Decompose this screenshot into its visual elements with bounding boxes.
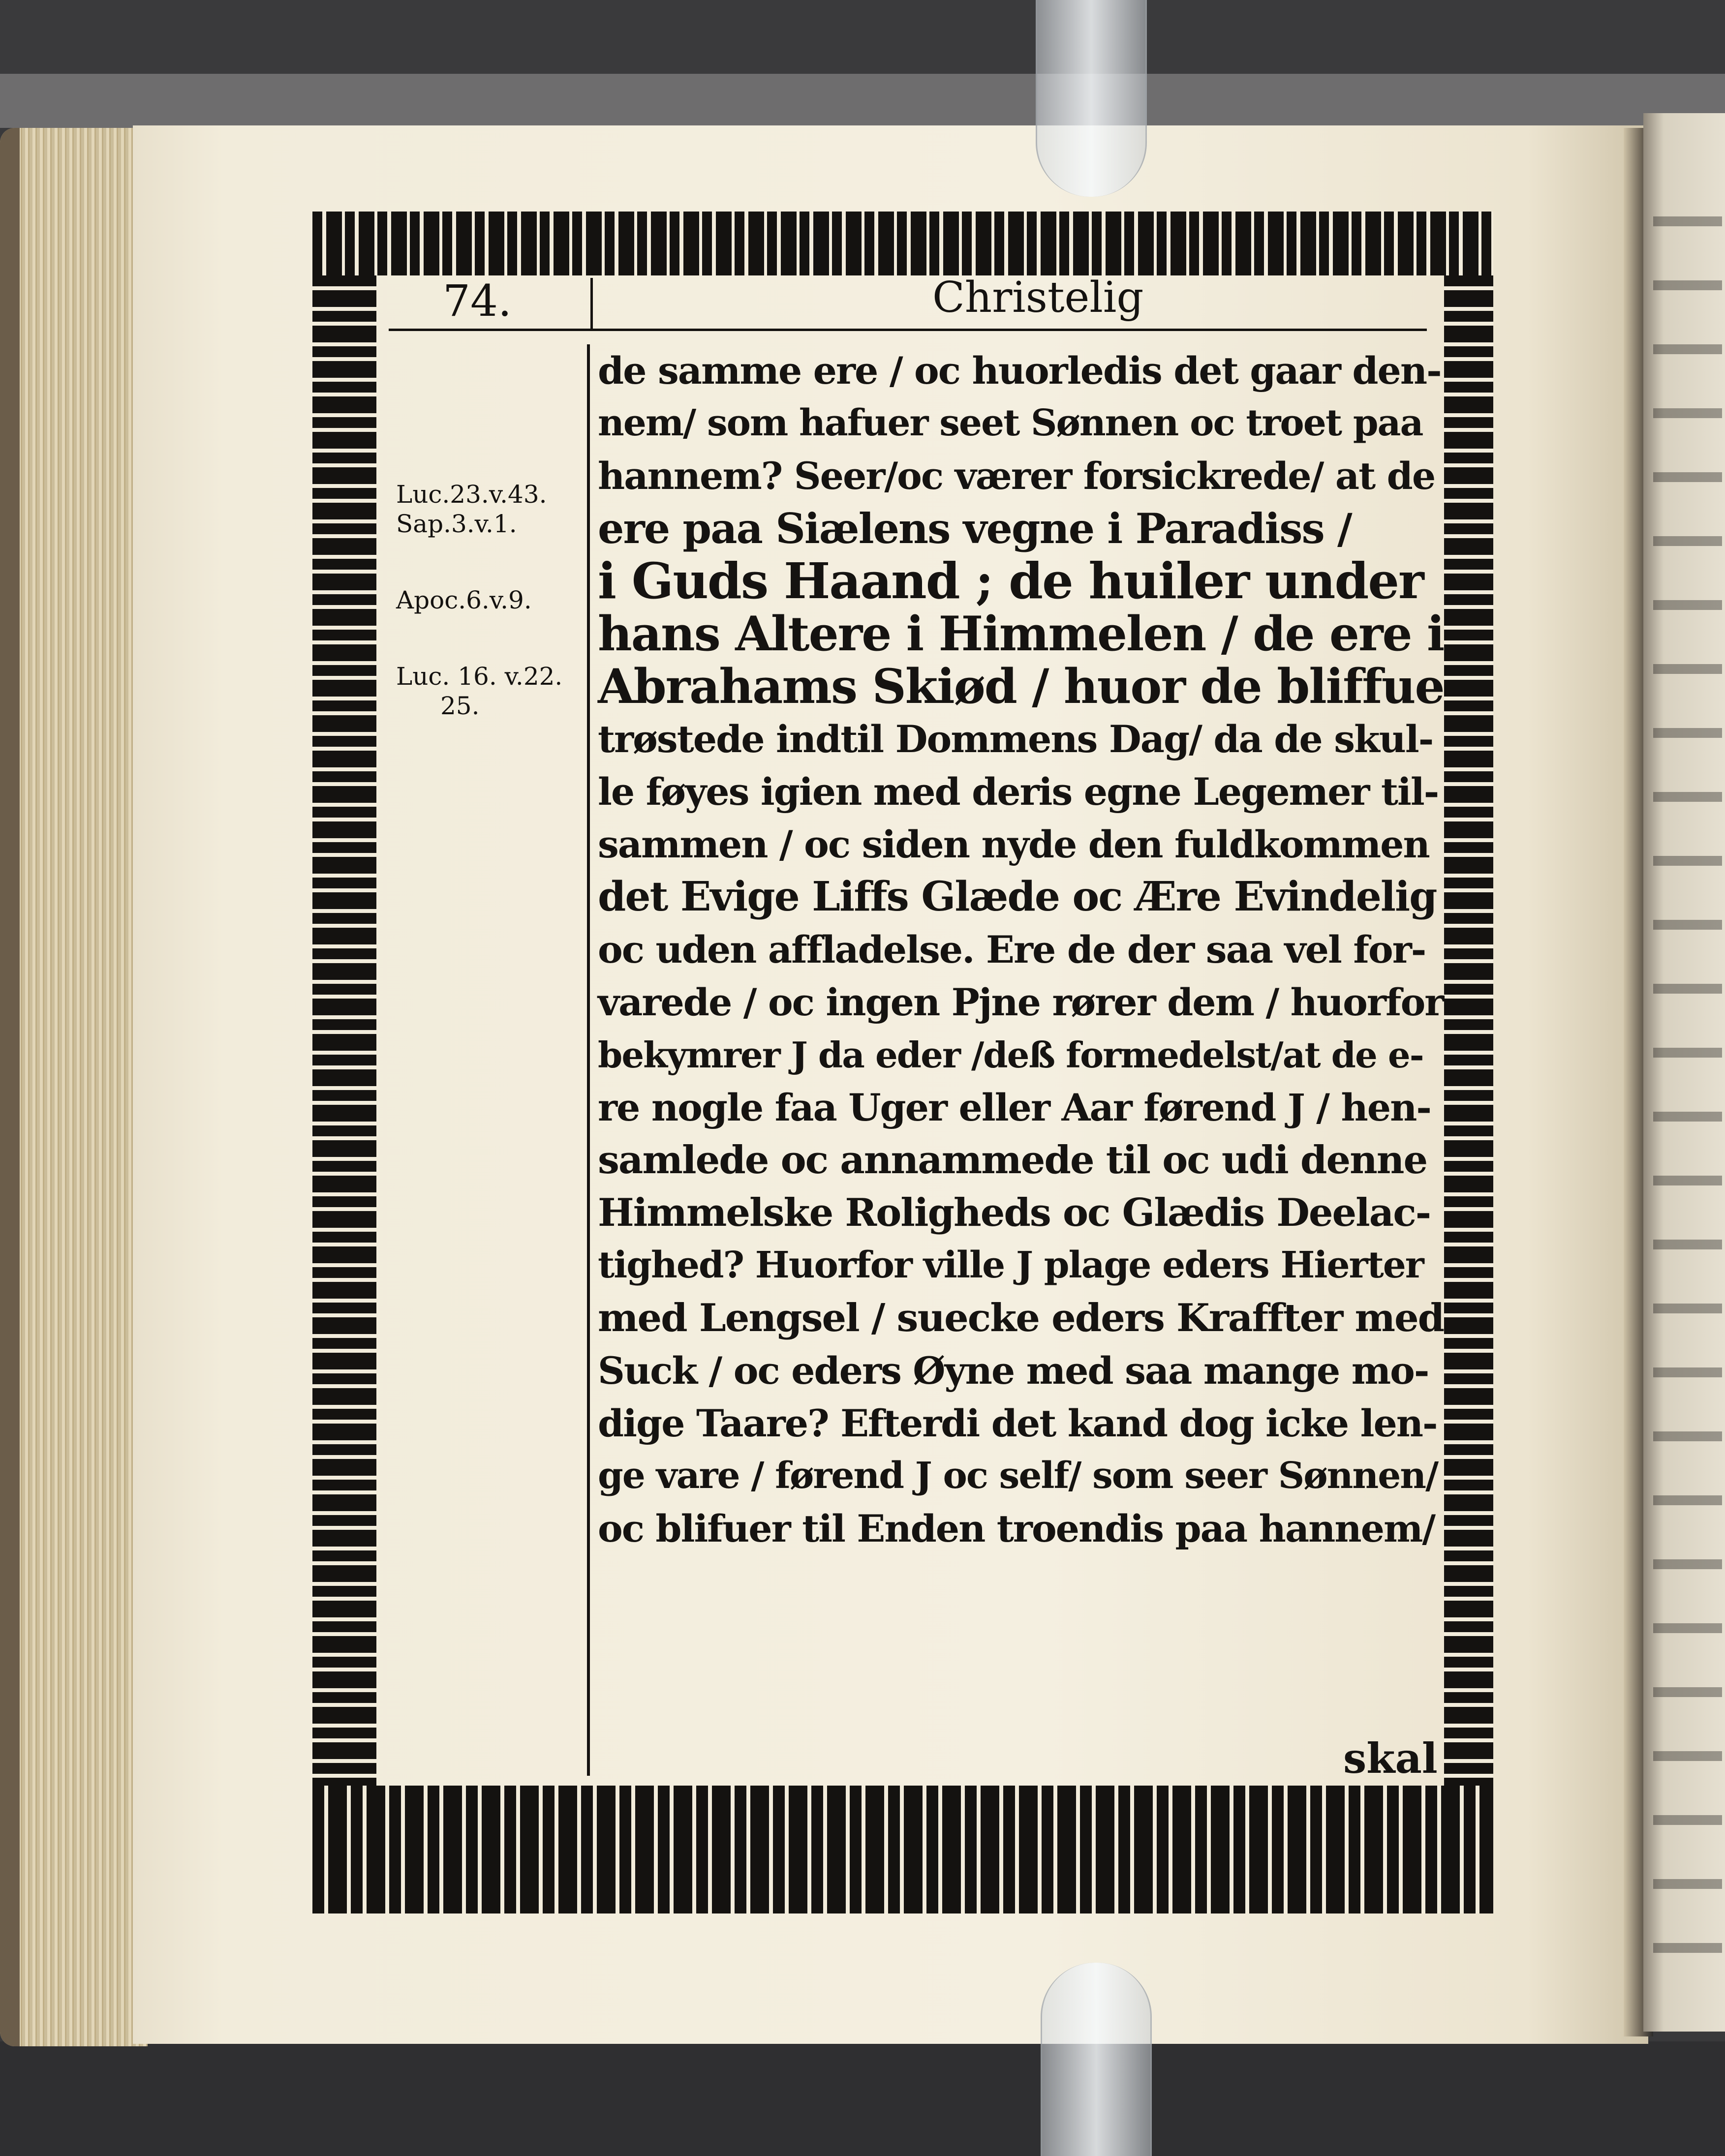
scanner-backdrop-top <box>0 0 1725 79</box>
ornament-band-right <box>1444 275 1493 1786</box>
book-cover-edge <box>0 128 20 2046</box>
page-clamp-top <box>1036 0 1147 197</box>
margin-note: Luc.23.v.43. <box>396 480 547 509</box>
ornament-band-left <box>312 275 376 1786</box>
text-line: dige Taare? Efterdi det kand dog icke len- <box>598 1401 1437 1445</box>
text-line: de samme ere / oc huorledis det gaar den- <box>598 349 1441 393</box>
text-line: i Guds Haand ; de huiler under <box>598 552 1423 610</box>
ornament-band-bottom <box>312 1786 1493 1913</box>
running-head: Christelig <box>932 273 1144 322</box>
page-number: 74. <box>443 275 512 326</box>
text-line: le føyes igien med deris egne Legemer til- <box>598 770 1439 814</box>
book-page-edges <box>0 128 148 2046</box>
text-line: hans Altere i Himmelen / de ere i <box>598 606 1444 662</box>
text-line: hannem? Seer/oc værer forsickrede/ at de <box>598 454 1435 498</box>
margin-note: Luc. 16. v.22. <box>396 662 563 691</box>
facing-page <box>1643 113 1725 2032</box>
scanner-backdrop-bottom <box>0 2041 1725 2156</box>
column-rule <box>587 344 590 1776</box>
text-line: nem/ som hafuer seet Sønnen oc troet paa <box>598 402 1423 444</box>
text-line: sammen / oc siden nyde den fuldkommen <box>598 822 1429 866</box>
text-line: varede / oc ingen Pjne rører dem / huorfor <box>598 980 1444 1024</box>
text-line: oc uden affladelse. Ere de der saa vel for- <box>598 928 1426 972</box>
header-divider <box>590 278 593 330</box>
text-line: det Evige Liffs Glæde oc Ære Evindelig <box>598 873 1437 920</box>
text-line: re nogle faa Uger eller Aar førend J / hen- <box>598 1086 1431 1129</box>
text-line: med Lengsel / suecke eders Kraffter med <box>598 1296 1444 1340</box>
text-line: bekymrer J da eder /deß formedelst/at de e- <box>598 1034 1423 1076</box>
catchword: skal <box>1343 1734 1438 1783</box>
body-text <box>598 344 1444 1555</box>
scanner-shelf <box>0 74 1725 128</box>
facing-page-text-bleed <box>1653 187 1722 2007</box>
page-clamp-bottom <box>1041 1963 1152 2156</box>
margin-note: 25. <box>440 692 480 720</box>
text-line: Himmelske Roligheds oc Glædis Deelac- <box>598 1190 1431 1235</box>
text-line: tighed? Huorfor ville J plage eders Hierter <box>598 1244 1423 1286</box>
margin-note: Apoc.6.v.9. <box>396 586 532 614</box>
text-line: ge vare / førend J oc self/ som seer Sønnen/ <box>598 1455 1438 1497</box>
text-line: oc blifuer til Enden troendis paa hannem/ <box>598 1507 1435 1550</box>
text-line: Suck / oc eders Øyne med saa mange mo- <box>598 1349 1429 1393</box>
text-line: Abrahams Skiød / huor de bliffue <box>598 659 1444 714</box>
text-line: samlede oc annammede til oc udi denne <box>598 1138 1427 1183</box>
header-rule <box>389 329 1427 331</box>
margin-note: Sap.3.v.1. <box>396 510 517 538</box>
ornament-band-top <box>312 212 1493 275</box>
text-line: ere paa Siælens vegne i Paradiss / <box>598 504 1352 553</box>
margin-notes <box>396 480 590 721</box>
text-line: trøstede indtil Dommens Dag/ da de skul- <box>598 717 1433 761</box>
